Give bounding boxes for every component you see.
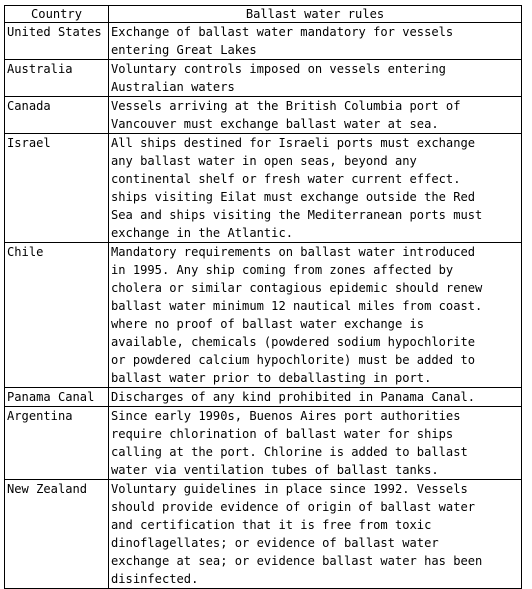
table-row-chile bbox=[5, 243, 522, 388]
ballast-water-table-container bbox=[4, 5, 522, 589]
table-row-argentina bbox=[5, 407, 522, 480]
country-cell: Panama Canal bbox=[5, 388, 109, 407]
ballast-water-rules-table bbox=[4, 5, 522, 589]
rules-column-header: Ballast water rules bbox=[109, 6, 522, 23]
rule-cell: Vessels arriving at the British Columbia port of Vancouver must exchange ballast water at sea. bbox=[109, 97, 522, 134]
country-cell: Canada bbox=[5, 97, 109, 134]
table-row-canada bbox=[5, 97, 522, 134]
table-row-israel bbox=[5, 134, 522, 243]
table-header-row bbox=[5, 6, 522, 23]
rule-cell: Since early 1990s, Buenos Aires port authorities require chlorination of ballast water for ships calling at the port. Chlorine is added to ballast water via ventilation tubes of ballast tanks. bbox=[109, 407, 522, 480]
table-row-united-states bbox=[5, 23, 522, 60]
rule-cell: All ships destined for Israeli ports must exchange any ballast water in open seas, beyond any continental shelf or fresh water current effect. ships visiting Eilat must exchange outside the Red Sea and ships visiting the Mediterranean ports must exchange in the Atlantic. bbox=[109, 134, 522, 243]
country-cell: Chile bbox=[5, 243, 109, 388]
country-cell: Israel bbox=[5, 134, 109, 243]
country-column-header: Country bbox=[5, 6, 109, 23]
country-cell: Australia bbox=[5, 60, 109, 97]
rule-cell: Discharges of any kind prohibited in Panama Canal. bbox=[109, 388, 522, 407]
country-cell: United States bbox=[5, 23, 109, 60]
rule-cell: Voluntary controls imposed on vessels entering Australian waters bbox=[109, 60, 522, 97]
rule-cell: Voluntary guidelines in place since 1992. Vessels should provide evidence of origin of ballast water and certification that it is free from toxic dinoflagellates; or evidence of ballast water exchange at sea; or evidence ballast water has been disinfected. bbox=[109, 480, 522, 589]
table-row-panama-canal bbox=[5, 388, 522, 407]
country-cell: Argentina bbox=[5, 407, 109, 480]
table-row-australia bbox=[5, 60, 522, 97]
rule-cell: Mandatory requirements on ballast water introduced in 1995. Any ship coming from zones affected by cholera or similar contagious epidemic should renew ballast water minimum 12 nautical miles from coast. where no proof of ballast water exchange is available, chemicals (powdered sodium hypochlorite or powdered calcium hypochlorite) must be added to ballast water prior to deballasting in port. bbox=[109, 243, 522, 388]
rule-cell: Exchange of ballast water mandatory for vessels entering Great Lakes bbox=[109, 23, 522, 60]
country-cell: New Zealand bbox=[5, 480, 109, 589]
table-row-new-zealand bbox=[5, 480, 522, 589]
